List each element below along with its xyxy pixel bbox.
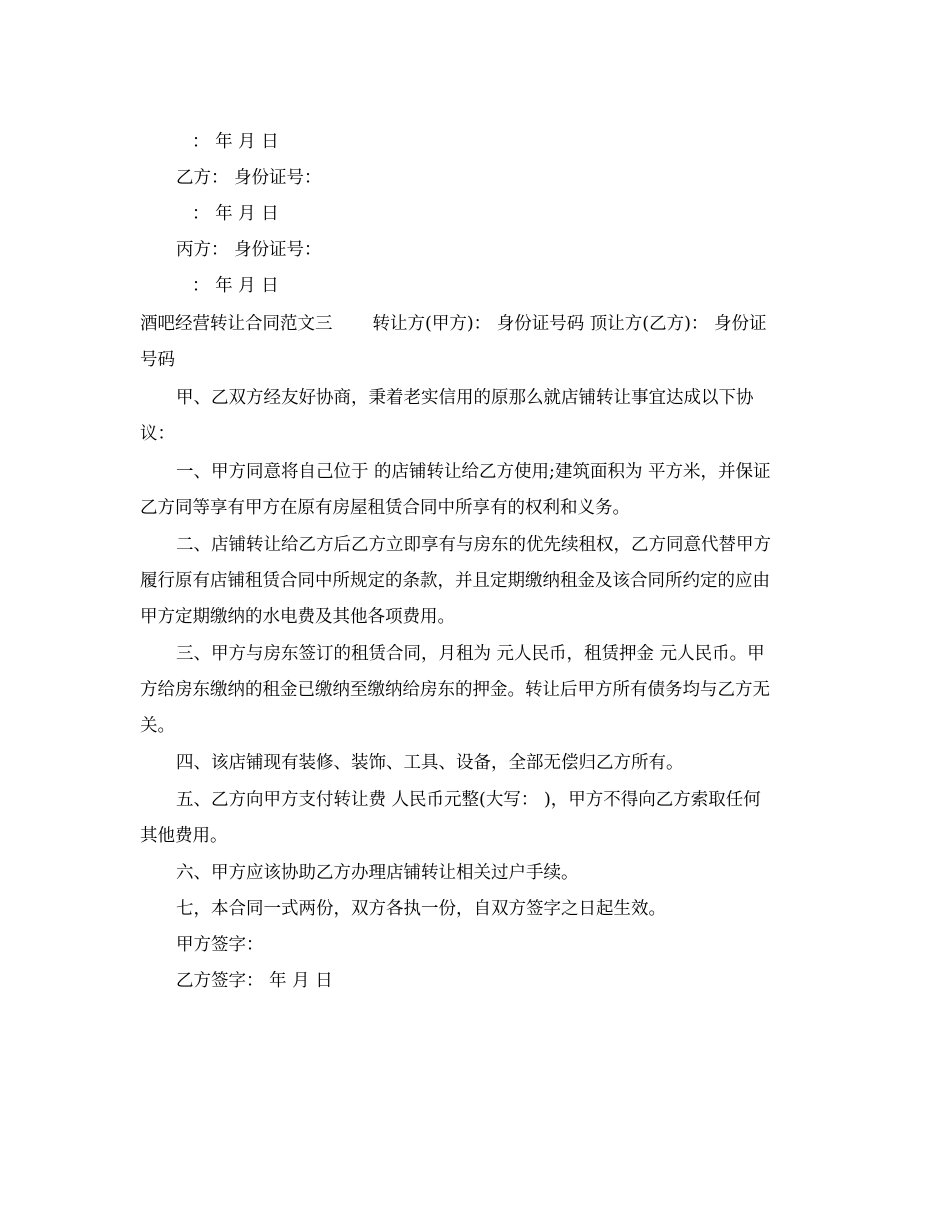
contract-parties-cont: 号码 bbox=[140, 350, 175, 370]
clause-4: 四、该店铺现有装修、装饰、工具、设备，全部无偿归乙方所有。 bbox=[176, 753, 684, 773]
clause-2-line-3: 甲方定期缴纳的水电费及其他各项费用。 bbox=[140, 607, 455, 627]
clause-6: 六、甲方应该协助乙方办理店铺转让相关过户手续。 bbox=[176, 863, 579, 883]
contract-parties: 转让方(甲方)： 身份证号码 顶让方(乙方)： 身份证 bbox=[372, 314, 767, 334]
clause-7: 七，本合同一式两份，双方各执一份，自双方签字之日起生效。 bbox=[176, 899, 666, 919]
party-a-signature: 甲方签字： bbox=[176, 935, 264, 955]
party-b-signature: 乙方签字： 年 月 日 bbox=[176, 971, 333, 991]
clause-2-line-1: 二、店铺转让给乙方后乙方立即享有与房东的优先续租权，乙方同意代替甲方 bbox=[176, 535, 771, 555]
date-line-1: ： 年 月 日 bbox=[192, 132, 279, 152]
party-c-id-line: 丙方： 身份证号： bbox=[176, 240, 322, 260]
contract-title-line bbox=[140, 306, 820, 342]
clause-3-line-1: 三、甲方与房东签订的租赁合同，月租为 元人民币，租赁押金 元人民币。甲 bbox=[176, 644, 765, 664]
intro-line-1: 甲、乙双方经友好协商，秉着老实信用的原那么就店铺转让事宜达成以下协 bbox=[176, 388, 754, 408]
clause-1-line-1: 一、甲方同意将自己位于 的店铺转让给乙方使用;建筑面积为 平方米，并保证 bbox=[176, 462, 771, 482]
party-b-id-line: 乙方： 身份证号： bbox=[176, 168, 322, 188]
date-line-3: ： 年 月 日 bbox=[192, 276, 279, 296]
clause-1-line-2: 乙方同等享有甲方在原有房屋租赁合同中所享有的权利和义务。 bbox=[140, 498, 630, 518]
intro-line-2: 议： bbox=[140, 424, 175, 444]
clause-5-line-1: 五、乙方向甲方支付转让费 人民币元整(大写： )，甲方不得向乙方索取任何 bbox=[176, 790, 761, 810]
contract-title: 酒吧经营转让合同范文三 bbox=[140, 314, 333, 334]
clause-2-line-2: 履行原有店铺租赁合同中所规定的条款，并且定期缴纳租金及该合同所约定的应由 bbox=[140, 571, 770, 591]
clause-3-line-3: 关。 bbox=[140, 716, 175, 736]
date-line-2: ： 年 月 日 bbox=[192, 204, 279, 224]
clause-3-line-2: 方给房东缴纳的租金已缴纳至缴纳给房东的押金。转让后甲方所有债务均与乙方无 bbox=[140, 680, 770, 700]
clause-5-line-2: 其他费用。 bbox=[140, 826, 228, 846]
